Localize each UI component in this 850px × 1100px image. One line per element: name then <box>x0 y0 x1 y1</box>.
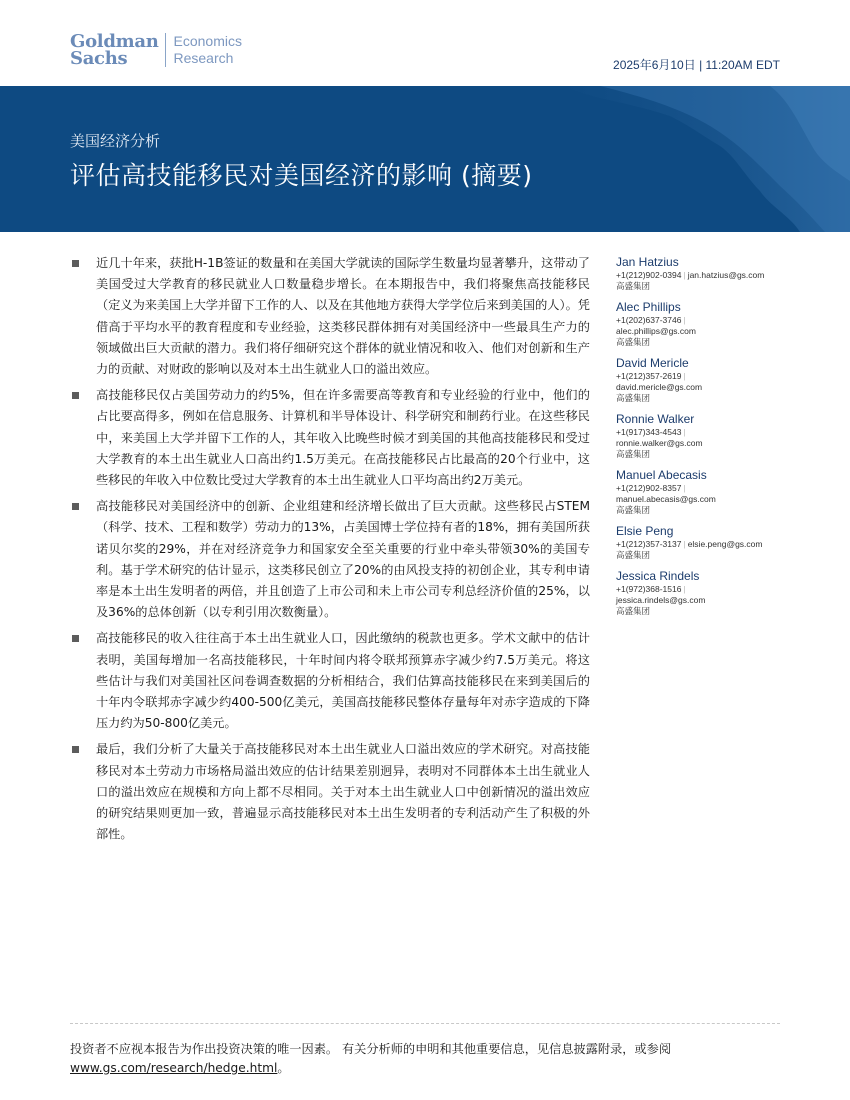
author-phone: +1(972)368-1516 | <box>616 584 686 594</box>
square-bullet-icon <box>72 746 79 753</box>
division-name <box>174 33 242 67</box>
author-phone: +1(212)357-2619 | <box>616 371 686 381</box>
author-email[interactable]: david.mericle@gs.com <box>616 382 703 392</box>
author-phone: +1(212)357-3137 <box>616 539 682 549</box>
title-banner <box>0 86 850 232</box>
author-firm: 高盛集团 <box>616 337 651 347</box>
author-name: Manuel Abecasis <box>616 468 707 482</box>
square-bullet-icon <box>72 503 79 510</box>
author-firm: 高盛集团 <box>616 393 651 403</box>
author-contact: +1(212)357-3137 | elsie.peng@gs.com <box>616 539 763 549</box>
bullet-item <box>70 253 590 380</box>
logo-line-goldman: Goldman <box>70 31 159 52</box>
author-phone: +1(212)902-0394 <box>616 270 682 280</box>
author-list <box>616 254 796 624</box>
author-firm: 高盛集团 <box>616 550 651 560</box>
bullet-item <box>70 628 590 734</box>
logo-wordmark <box>70 33 159 67</box>
author-card <box>616 254 796 292</box>
bullet-text: 高技能移民仅占美国劳动力的约5%，但在许多需要高等教育和专业经验的行业中，他们的占比要高得多，例如在信息服务、计算机和半导体设计、科学研究和制药行业。在这些移民中，来美国上大学并留下工作的人，其年收入比晚些时候才到美国的其他高技能移民和受过大学教育的本土出生就业人口高出约1.5万美元。在高技能移民占比最高的20个行业中，这些移民的年收入中位数比受过大学教育的本土出生就业人口平均高出约2万美元。 <box>96 388 590 488</box>
author-card <box>616 523 796 561</box>
summary-bullets <box>70 253 590 850</box>
author-name: Alec Phillips <box>616 300 681 314</box>
author-name: Elsie Peng <box>616 524 674 538</box>
disclaimer-text: 投资者不应视本报告为作出投资决策的唯一因素。 有关分析师的申明和其他重要信息，见信息披露附录，或参阅 <box>70 1042 672 1056</box>
author-card <box>616 568 796 617</box>
author-name: Ronnie Walker <box>616 412 695 426</box>
author-name: David Mericle <box>616 356 689 370</box>
square-bullet-icon <box>72 635 79 642</box>
author-card <box>616 467 796 516</box>
author-email[interactable]: jessica.rindels@gs.com <box>616 595 706 605</box>
author-phone: +1(917)343-4543 | <box>616 427 686 437</box>
author-card <box>616 355 796 404</box>
author-email[interactable]: jan.hatzius@gs.com <box>687 270 765 280</box>
author-email[interactable]: manuel.abecasis@gs.com <box>616 494 716 504</box>
square-bullet-icon <box>72 392 79 399</box>
author-firm: 高盛集团 <box>616 505 651 515</box>
bullet-text: 最后，我们分析了大量关于高技能移民对本土出生就业人口溢出效应的学术研究。对高技能移民对本土劳动力市场格局溢出效应的估计结果差别迥异，表明对不同群体本土出生就业人口的溢出效应在规模和方向上都不尽相同。关于对本土出生就业人口中创新情况的溢出效应的研究结果则更加一致，普遍显示高技能移民对本土出生发明者的专利活动产生了积极的外部性。 <box>96 742 590 842</box>
author-card <box>616 411 796 460</box>
author-contact: +1(212)902-0394 | jan.hatzius@gs.com <box>616 270 765 280</box>
bullet-text: 近几十年来，获批H-1B签证的数量和在美国大学就读的国际学生数量均显著攀升，这带动了美国受过大学教育的移民就业人口数量稳步增长。在本期报告中，我们将聚焦高技能移民（定义为来美国上大学并留下工作的人、以及在其他地方获得大学学位后来到美国的人）。凭借高于平均水平的教育程度和专业经验，这类移民群体拥有对美国经济中一些最具生产力的领域做出巨大贡献的潜力。我们将仔细研究这个群体的就业情况和收入、他们对创新和生产力的贡献、对财政的影响以及对本土出生就业人口的溢出效应。 <box>96 256 590 377</box>
division-line-economics: Economics <box>173 33 242 49</box>
bullet-text: 高技能移民对美国经济中的创新、企业组建和经济增长做出了巨大贡献。这些移民占STEM（科学、技术、工程和数学）劳动力的13%，占美国博士学位持有者的18%，拥有美国所获诺贝尔奖的29%，并在对经济竞争力和国家安全至关重要的行业中牵头带领30%的美国专利。基于学术研究的估计显示，这类移民创立了20%的由风投支持的初创企业，其专利申请率是本土出生发明者的两倍，并且创造了上市公司和未上市公司专利总经济价值的25%，以及36%的总体创新（以专利引用次数衡量）。 <box>96 499 590 620</box>
bullet-item <box>70 739 590 845</box>
disclaimer-suffix: 。 <box>277 1061 290 1075</box>
disclaimer <box>70 1040 780 1078</box>
report-title: 评估高技能移民对美国经济的影响 (摘要) <box>70 161 533 190</box>
square-bullet-icon <box>72 260 79 267</box>
division-line-research: Research <box>173 50 234 66</box>
bullet-text: 高技能移民的收入往往高于本土出生就业人口，因此缴纳的税款也更多。学术文献中的估计表明，美国每增加一名高技能移民，十年时间内将令联邦预算赤字减少约7.5万美元。将这些估计与我们对美国社区问卷调查数据的分析相结合，我们估算高技能移民在来到美国后的十年内令联邦赤字减少约400-500亿美元，美国高技能移民整体存量每年对赤字造成的下降压力约为50-800亿美元。 <box>96 631 590 731</box>
author-email[interactable]: elsie.peng@gs.com <box>687 539 763 549</box>
bullet-item <box>70 385 590 491</box>
author-name: Jan Hatzius <box>616 255 679 269</box>
logo-divider <box>165 33 166 67</box>
author-phone: +1(202)637-3746 | <box>616 315 686 325</box>
author-firm: 高盛集团 <box>616 606 651 616</box>
goldman-sachs-logo[interactable] <box>70 30 242 70</box>
report-date: 2025年6月10日 | 11:20AM EDT <box>613 58 780 72</box>
author-phone: +1(212)902-8357 | <box>616 483 686 493</box>
bullet-item <box>70 496 590 623</box>
author-firm: 高盛集团 <box>616 449 651 459</box>
report-series: 美国经济分析 <box>70 132 161 150</box>
author-email[interactable]: alec.phillips@gs.com <box>616 326 696 336</box>
author-card <box>616 299 796 348</box>
logo-line-sachs: Sachs <box>70 48 128 69</box>
footer-divider <box>70 1023 780 1024</box>
author-firm: 高盛集团 <box>616 281 651 291</box>
author-name: Jessica Rindels <box>616 569 700 583</box>
author-email[interactable]: ronnie.walker@gs.com <box>616 438 703 448</box>
disclosure-link[interactable]: www.gs.com/research/hedge.html <box>70 1061 278 1075</box>
